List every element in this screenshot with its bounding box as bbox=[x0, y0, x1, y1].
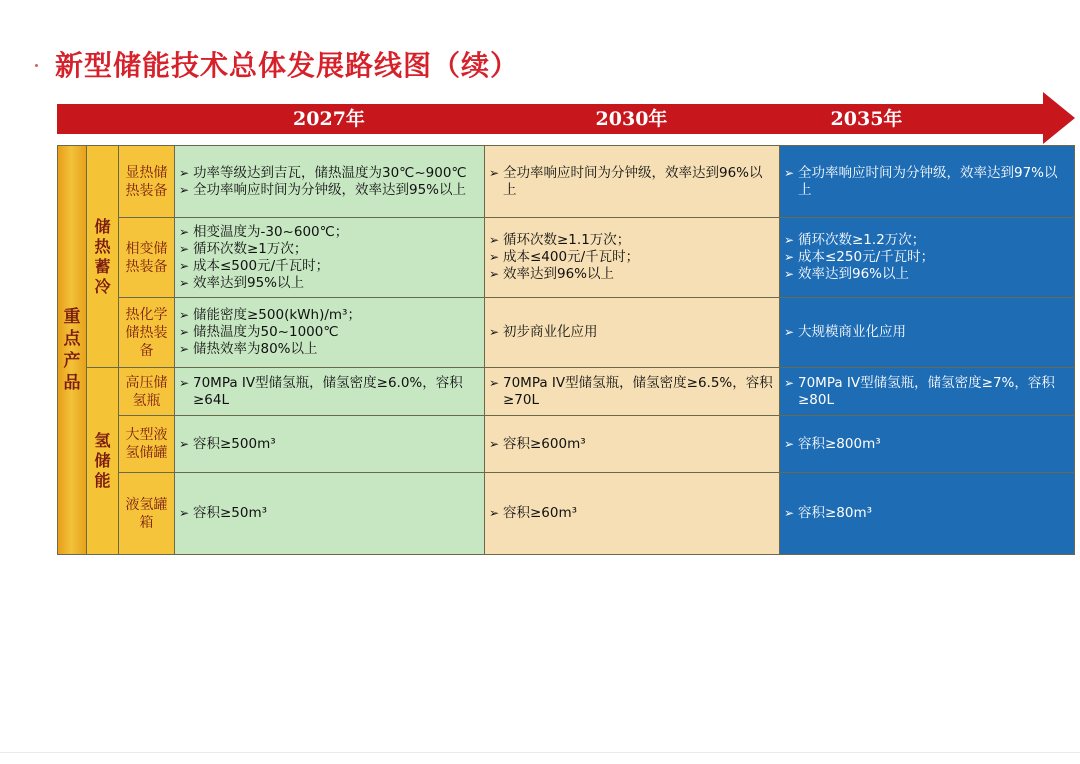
cell-2027 bbox=[175, 473, 485, 555]
product-label: 相变储热装备 bbox=[119, 218, 175, 298]
cell-content bbox=[175, 222, 484, 294]
product-label: 显热储热装备 bbox=[119, 146, 175, 218]
cell-2027 bbox=[175, 218, 485, 298]
cell-2035 bbox=[780, 146, 1075, 218]
bullet-item: ➢ 容积≥600m³ bbox=[489, 436, 775, 453]
year-2030-label: 2030年 bbox=[595, 108, 668, 130]
table-row bbox=[58, 298, 1075, 368]
cell-2035 bbox=[780, 218, 1075, 298]
table-row bbox=[58, 416, 1075, 473]
cell-2035 bbox=[780, 298, 1075, 368]
group-hydrogen-storage-label: 氢储能 bbox=[94, 431, 111, 490]
cell-content bbox=[780, 373, 1074, 411]
cell-content bbox=[485, 322, 779, 343]
table-row bbox=[58, 146, 1075, 218]
bullet-item: ➢ 容积≥800m³ bbox=[784, 436, 1070, 453]
bullet-item: ➢ 容积≥50m³ bbox=[179, 505, 480, 522]
bullet-item: ➢ 储热温度为50~1000℃ bbox=[179, 324, 480, 341]
scan-speck bbox=[35, 64, 38, 67]
bullet-item: ➢ 大规模商业化应用 bbox=[784, 324, 1070, 341]
cell-2030 bbox=[485, 368, 780, 416]
bullet-item: ➢ 效率达到96%以上 bbox=[784, 266, 1070, 283]
table-row bbox=[58, 368, 1075, 416]
cell-2030 bbox=[485, 473, 780, 555]
cell-content bbox=[485, 434, 779, 455]
cell-2027 bbox=[175, 146, 485, 218]
page-title: 新型储能技术总体发展路线图（续） bbox=[55, 49, 520, 82]
year-2035-label: 2035年 bbox=[830, 108, 903, 130]
bullet-item: ➢ 成本≤250元/千瓦时； bbox=[784, 249, 1070, 266]
page-bottom-edge bbox=[0, 752, 1080, 753]
cell-content bbox=[780, 163, 1074, 201]
group-heat-cold-storage-label: 储热蓄冷 bbox=[94, 216, 111, 296]
product-label: 高压储氢瓶 bbox=[119, 368, 175, 416]
year-2027-label: 2027年 bbox=[293, 108, 365, 130]
bullet-item: ➢ 全功率响应时间为分钟级，效率达到96%以上 bbox=[489, 165, 775, 199]
bullet-item: ➢ 储能密度≥500(kWh)/m³； bbox=[179, 307, 480, 324]
cell-2027 bbox=[175, 416, 485, 473]
cell-content bbox=[780, 322, 1074, 343]
bullet-item: ➢ 成本≤500元/千瓦时； bbox=[179, 258, 480, 275]
timeline-arrow-head bbox=[1043, 92, 1075, 144]
bullet-item: ➢ 效率达到96%以上 bbox=[489, 266, 775, 283]
cell-content bbox=[780, 434, 1074, 455]
bullet-item: ➢ 容积≥80m³ bbox=[784, 505, 1070, 522]
cell-2030 bbox=[485, 298, 780, 368]
cell-2035 bbox=[780, 368, 1075, 416]
bullet-item: ➢ 70MPa IV型储氢瓶，储氢密度≥7%，容积≥80L bbox=[784, 375, 1070, 409]
bullet-item: ➢ 相变温度为-30~600℃； bbox=[179, 224, 480, 241]
timeline-arrow bbox=[57, 92, 1075, 144]
bullet-item: ➢ 全功率响应时间为分钟级，效率达到95%以上 bbox=[179, 182, 480, 199]
bullet-item: ➢ 功率等级达到吉瓦，储热温度为30℃~900℃ bbox=[179, 165, 480, 182]
bullet-item: ➢ 全功率响应时间为分钟级，效率达到97%以上 bbox=[784, 165, 1070, 199]
product-label: 大型液氢储罐 bbox=[119, 416, 175, 473]
table-row bbox=[58, 218, 1075, 298]
roadmap-table bbox=[57, 145, 1075, 555]
category-key-products bbox=[58, 146, 87, 555]
group-heat-cold-storage bbox=[87, 146, 119, 368]
cell-2035 bbox=[780, 416, 1075, 473]
bullet-item: ➢ 初步商业化应用 bbox=[489, 324, 775, 341]
cell-content bbox=[175, 373, 484, 411]
cell-2030 bbox=[485, 416, 780, 473]
bullet-item: ➢ 70MPa IV型储氢瓶，储氢密度≥6.5%，容积≥70L bbox=[489, 375, 775, 409]
cell-2027 bbox=[175, 368, 485, 416]
cell-content bbox=[175, 503, 484, 524]
cell-content bbox=[175, 163, 484, 201]
bullet-item: ➢ 储热效率为80%以上 bbox=[179, 341, 480, 358]
group-hydrogen-storage bbox=[87, 368, 119, 555]
product-label: 热化学储热装备 bbox=[119, 298, 175, 368]
table-row bbox=[58, 473, 1075, 555]
cell-content bbox=[175, 434, 484, 455]
cell-content bbox=[485, 163, 779, 201]
bullet-item: ➢ 效率达到95%以上 bbox=[179, 275, 480, 292]
cell-content bbox=[485, 503, 779, 524]
bullet-item: ➢ 循环次数≥1.2万次； bbox=[784, 232, 1070, 249]
cell-content bbox=[780, 503, 1074, 524]
bullet-item: ➢ 成本≤400元/千瓦时； bbox=[489, 249, 775, 266]
cell-2027 bbox=[175, 298, 485, 368]
cell-2030 bbox=[485, 218, 780, 298]
cell-2030 bbox=[485, 146, 780, 218]
category-key-products-label: 重点产品 bbox=[63, 307, 81, 393]
cell-content bbox=[485, 373, 779, 411]
cell-content bbox=[485, 230, 779, 285]
bullet-item: ➢ 70MPa IV型储氢瓶，储氢密度≥6.0%，容积≥64L bbox=[179, 375, 480, 409]
cell-content bbox=[780, 230, 1074, 285]
bullet-item: ➢ 容积≥60m³ bbox=[489, 505, 775, 522]
bullet-item: ➢ 容积≥500m³ bbox=[179, 436, 480, 453]
bullet-item: ➢ 循环次数≥1万次； bbox=[179, 241, 480, 258]
cell-2035 bbox=[780, 473, 1075, 555]
product-label: 液氢罐箱 bbox=[119, 473, 175, 555]
bullet-item: ➢ 循环次数≥1.1万次； bbox=[489, 232, 775, 249]
cell-content bbox=[175, 305, 484, 360]
